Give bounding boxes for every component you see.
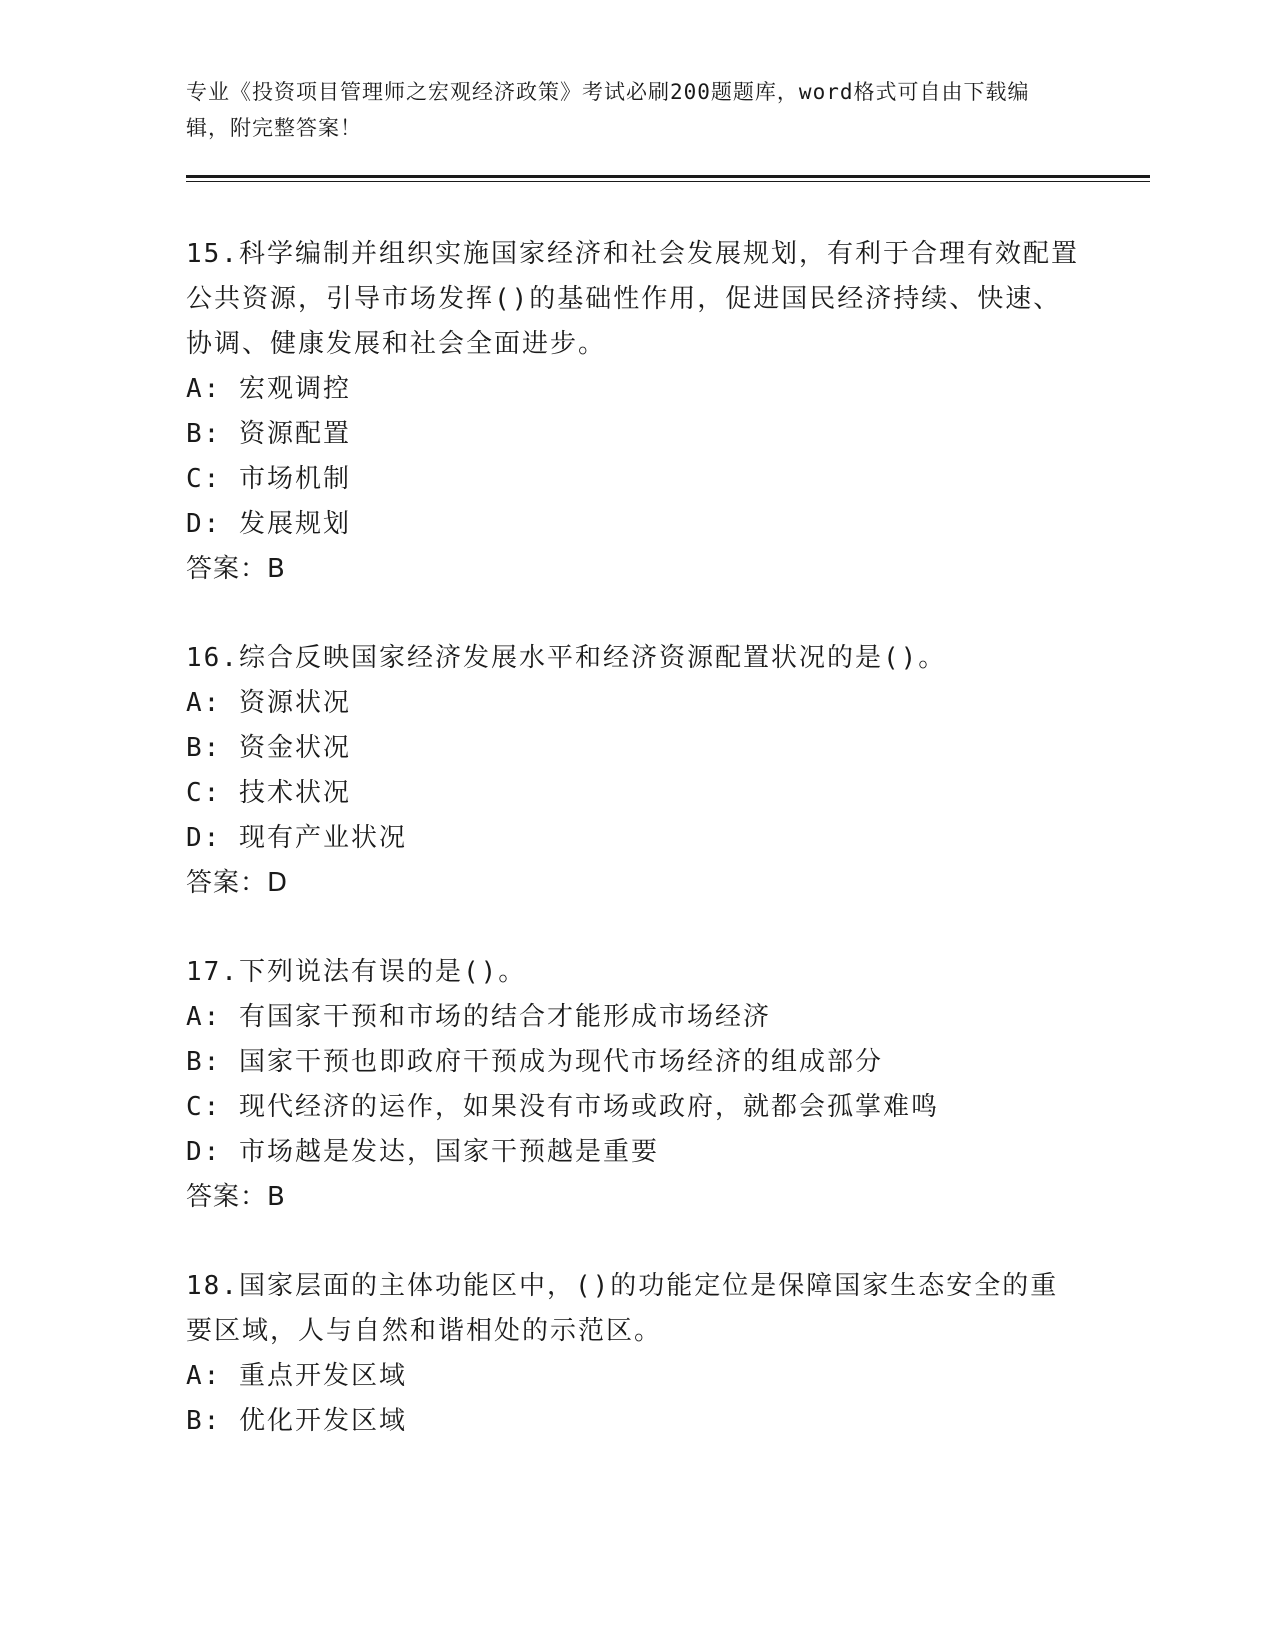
question-list xyxy=(186,232,1086,1488)
document-header: 专业《投资项目管理师之宏观经济政策》考试必刷200题题库，word格式可自由下载编辑，附完整答案！ xyxy=(186,80,1030,140)
question-stem: 17.下列说法有误的是()。 xyxy=(186,957,527,987)
answer: 答案：B xyxy=(186,1182,286,1212)
option-c: C: 技术状况 xyxy=(186,778,351,808)
header-divider-thin xyxy=(186,181,1150,182)
option-d: D: 现有产业状况 xyxy=(186,823,407,853)
question-15 xyxy=(186,232,1086,592)
option-d: D: 市场越是发达，国家干预越是重要 xyxy=(186,1137,659,1167)
question-stem: 15.科学编制并组织实施国家经济和社会发展规划，有利于合理有效配置公共资源，引导市场发挥()的基础性作用，促进国民经济持续、快速、协调、健康发展和社会全面进步。 xyxy=(186,239,1079,359)
option-b: B: 优化开发区域 xyxy=(186,1406,407,1436)
option-c: C: 市场机制 xyxy=(186,464,351,494)
option-a: A: 重点开发区域 xyxy=(186,1361,407,1391)
header-divider-thick xyxy=(186,175,1150,178)
option-c: C: 现代经济的运作，如果没有市场或政府，就都会孤掌难鸣 xyxy=(186,1092,939,1122)
answer: 答案：B xyxy=(186,554,286,584)
option-b: B: 资源配置 xyxy=(186,419,351,449)
question-17 xyxy=(186,950,1086,1220)
question-stem: 18.国家层面的主体功能区中，()的功能定位是保障国家生态安全的重要区域，人与自然和谐相处的示范区。 xyxy=(186,1271,1059,1346)
question-stem: 16.综合反映国家经济发展水平和经济资源配置状况的是()。 xyxy=(186,643,947,673)
question-16 xyxy=(186,636,1086,906)
option-a: A: 宏观调控 xyxy=(186,374,351,404)
option-a: A: 有国家干预和市场的结合才能形成市场经济 xyxy=(186,1002,771,1032)
option-b: B: 国家干预也即政府干预成为现代市场经济的组成部分 xyxy=(186,1047,883,1077)
option-d: D: 发展规划 xyxy=(186,509,351,539)
question-18 xyxy=(186,1264,1086,1444)
option-b: B: 资金状况 xyxy=(186,733,351,763)
option-a: A: 资源状况 xyxy=(186,688,351,718)
answer: 答案：D xyxy=(186,868,289,898)
